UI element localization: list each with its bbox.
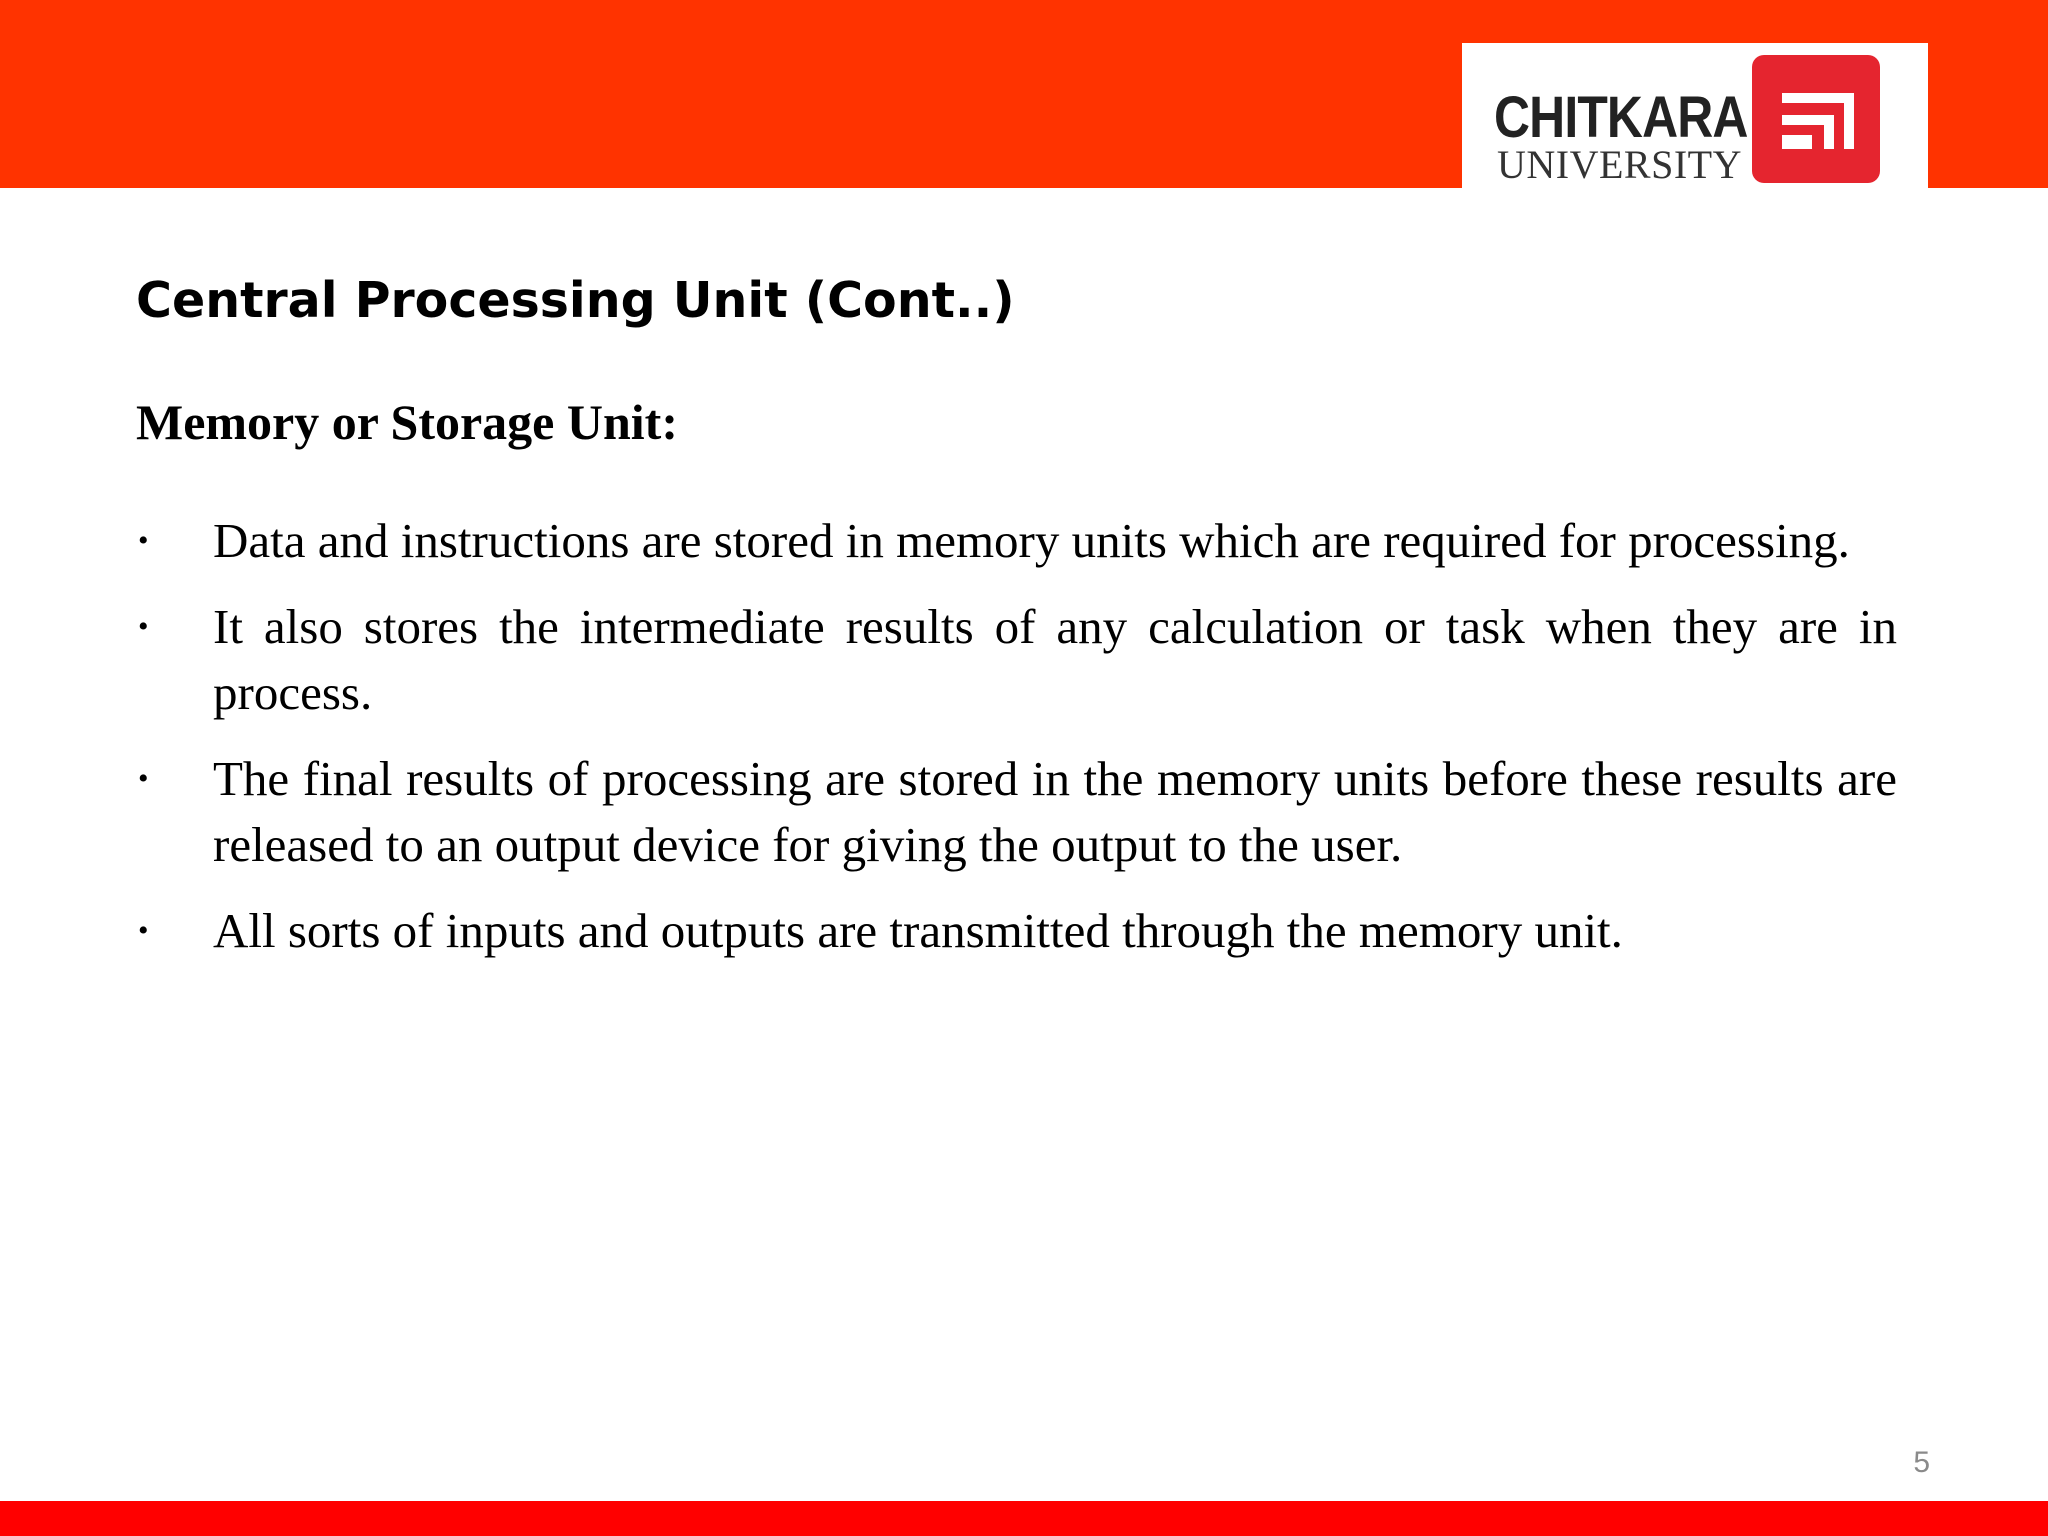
bullet-icon: • bbox=[138, 914, 149, 947]
list-item bbox=[136, 898, 1897, 964]
list-item bbox=[136, 594, 1897, 726]
bullet-icon: • bbox=[138, 762, 149, 795]
bullet-text: The final results of processing are stored in the memory units before these results are released to an output device for giving the output to the user. bbox=[213, 751, 1897, 872]
bullet-list bbox=[136, 508, 1897, 984]
bullet-text: All sorts of inputs and outputs are transmitted through the memory unit. bbox=[213, 903, 1623, 958]
logo-emblem-icon bbox=[1752, 55, 1880, 183]
slide-title: Central Processing Unit (Cont..) bbox=[136, 272, 1015, 329]
bullet-text: It also stores the intermediate results of any calculation or task when they are in process. bbox=[213, 599, 1897, 720]
list-item bbox=[136, 746, 1897, 878]
section-heading: Memory or Storage Unit: bbox=[136, 394, 678, 450]
page-number: 5 bbox=[1913, 1446, 1930, 1479]
logo-wordmark: CHITKARA bbox=[1494, 85, 1748, 150]
list-item bbox=[136, 508, 1897, 574]
bullet-text: Data and instructions are stored in memory units which are required for processing. bbox=[213, 513, 1850, 568]
logo-subtitle: UNIVERSITY bbox=[1497, 142, 1742, 187]
bullet-icon: • bbox=[138, 610, 149, 643]
university-logo bbox=[1462, 43, 1928, 188]
bullet-icon: • bbox=[138, 524, 149, 557]
footer-band bbox=[0, 1501, 2048, 1536]
